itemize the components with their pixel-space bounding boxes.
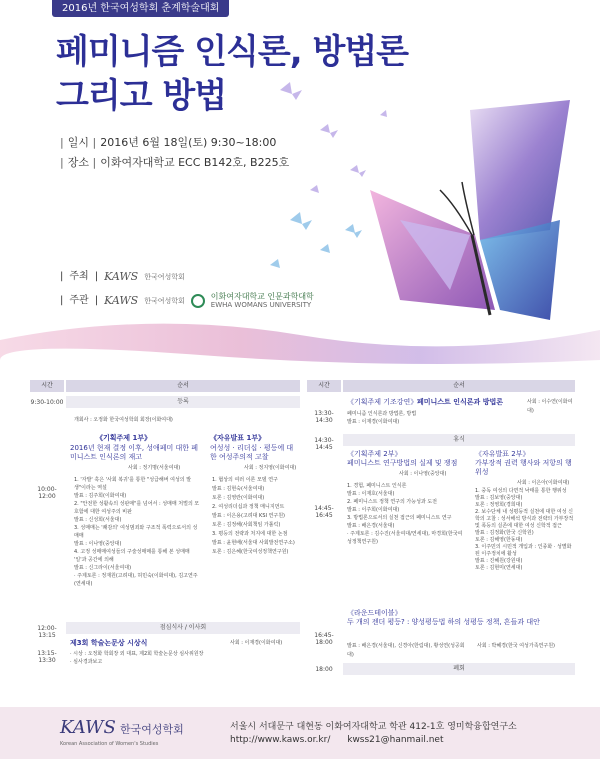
date-label: 일시 [67,136,89,149]
free1-chair: 사회 : 정지영(이화여대) [244,465,297,471]
theme2-chair: 사회 : 이나영(중앙대) [399,471,447,477]
free2-title: 가부장적 권력 행사와 저항의 행위성 [475,459,572,476]
schedule-table [30,380,575,678]
list-item: 발표 : 신성희(서울대) [74,517,122,523]
organizers [60,265,314,313]
footer-address: 서울시 서대문구 대현동 이화여자대학교 학관 412-1호 영미학융합연구소 [230,722,517,732]
event-badge: 2016년 한국여성학회 춘계학술대회 [52,0,229,17]
list-item: 발표 : 김정화(한국 신학원) [475,530,534,536]
header-content: 순서 [66,380,300,392]
schedule-right [307,380,575,678]
partner-name-en: EWHA WOMANS UNIVERSITY [210,301,312,309]
list-item: 1. 협상의 여러 이론 모델 연구 [212,477,278,483]
theme1-label: 《기획주제 1부》 [96,434,152,442]
round-time: 16:45-18:00 [314,632,334,646]
keynote-title: 페미니스트 인식론과 방법론 [417,398,504,406]
list-item: 토론 : 김영란(이화여대) [212,495,265,501]
list-item: 발표 : 배은경(서울대) [347,523,395,529]
free1-label: 《자유발표 1부》 [210,434,266,442]
opening: 개회사 : 오정화 한국여성학회 회장(이화여대) [74,417,173,423]
footer-logo-en: Korean Association of Women's Studies [60,741,159,747]
list-item: 1. '자발' 혹은 '사회 복귀'를 통한 "성급해버 여성의 발생"이라는 역설 [74,477,192,491]
list-item: 1. 경험, 페미니스트 인식론 [347,483,407,489]
lunch-label: 점심식사 / 이사회 [66,622,300,634]
list-item: 발표 : 이재경(이화여대) [347,419,400,425]
close-label: 폐회 [343,663,575,675]
date-value: 2016년 6월 18일(토) 9:30~18:00 [100,136,277,149]
title-line-1: 페미니즘 인식론, 방법론 [56,32,409,72]
list-item: 토론 : 김정해(사회책임 가톨릭) [212,522,281,528]
theme1-chair: 사회 : 정기명(서울여대) [128,465,181,471]
free1-title: 여성성 · 리더십 · 평등에 대한 여성주의적 고찰 [210,444,294,461]
list-item: 4. 고정 성매매여성들의 구술성매매를 통해 본 성매매 '일'과 공간에 의해 [74,549,190,563]
partner-name: 이화여자대학교 인문과학대학 [210,292,314,301]
list-item: · 주제토론 : 김수진(서울여대/연세대), 마경희(한국여성정책연구원) [347,531,463,545]
list-item: 발표 : 이나영(중앙대) [74,541,122,547]
free2-label: 《자유발표 2부》 [475,450,530,458]
host-row: | 주최 | KAWS 한국여성학회 [60,265,314,289]
list-item: 3. 평등의 전략과 처지에 대한 논점 [212,531,288,537]
session1-time: 10:00-12:00 [37,486,57,500]
footer-logo-ko: 한국여성학회 [120,723,184,736]
list-item: 발표 : 김보영(중앙대) [475,495,523,501]
organizer-label: 주관 [69,295,89,306]
theme2-label: 《기획주제 2부》 [347,450,402,458]
list-item: 발표 : 김주희(이화여대) [74,493,127,499]
list-item: 2. 여성리더십과 정책 매니지먼트 [212,504,285,510]
reg-label: 등록 [66,396,300,408]
list-item: · 주제토론 : 정재원(고려대), 허민숙(이화여대), 김고연주(연세대) [74,573,198,587]
round-label: 《라운드테이블》 [347,609,402,617]
break-time: 14:30-14:45 [314,437,334,451]
footer [0,707,600,759]
header-time-right: 시간 [307,380,341,392]
list-item: 토론 : 김현미(연세대) [475,565,523,571]
organizer-name: 한국여성학회 [144,297,185,305]
list-item: 발표 : 신그라이(서울여대) [74,565,132,571]
keynote-time: 13:30-14:30 [314,410,334,424]
header-content-right: 순서 [343,380,575,392]
list-item: 발표 : 이은용(고려대 KSI 연구원) [212,513,286,519]
keynote-items [347,410,547,426]
award-items [70,650,290,666]
place-value: 이화여자대학교 ECC B142호, B225호 [100,156,290,169]
session2-time: 14:45-16:45 [314,505,334,519]
list-item: 3. 이주민의 시민적 개입과 : 인종화 · 성별화된 이주정치에 활성 [475,544,572,557]
theme1-items [74,476,202,588]
list-item: 토론 : 정영희(경희대) [475,502,523,508]
round-title: 두 개의 젠더 평등? : 양성평등법 하의 성평등 정책, 흔들과 대안 [347,618,540,626]
round-chair: 사회 : 박혜경(한국 여성가족연구원) [477,643,555,649]
footer-email[interactable]: kwss21@hanmail.net [347,735,444,745]
list-item: 1. 중독 여성의 다면적 낙태를 통한 행위성 [475,488,567,494]
list-item: 페미니즘 인식론과 방법론, 방법 [347,411,417,417]
break-label: 휴식 [343,434,575,446]
title-line-2: 그리고 방법 [56,76,227,116]
list-item: 발표 : 김현숙(서울여대) [212,486,265,492]
host-label: 주최 [69,271,89,282]
list-item: 발표 : 이주희(이화여대) [347,507,400,513]
close-time: 18:00 [315,666,333,673]
list-item: 토론 : 김해영(한동대) [475,537,523,543]
schedule-left [30,380,300,678]
list-item: · 심사경과보고 [70,659,103,665]
list-item: 발표 : 윤현배(서울대 사회발전연구소) [212,540,295,546]
place-label: 장소 [67,156,89,169]
header-time: 시간 [30,380,64,392]
free1-items [212,476,300,557]
host-logo: KAWS [104,270,139,283]
theme2-title: 페미니스트 연구방법의 실제 및 쟁점 [347,459,458,467]
list-item: 2. 페미니스트 정책 연구의 가능성과 도전 [347,499,437,505]
list-item: 2. "안전한 성활속의 성판매"를 넘어서 : 성매매 처벌의 모호함에 대한 여성주의 비판 [74,501,200,515]
list-item: · 시상 : 오정화 학회장 외 대표, 제2회 학술논문상 심사위원장 [70,651,204,657]
award-time: 13:15-13:30 [37,650,57,664]
date-row: | 일시 | 2016년 6월 18일(토) 9:30~18:00 [60,136,277,149]
list-item: 3. 성매매는 '쾌감의' 여성범죄와 구조적 폭력으로서의 성매매 [74,525,198,539]
footer-website[interactable]: http://www.kaws.or.kr/ [230,735,331,745]
footer-logo: KAWS [60,717,116,738]
award-title: 제3회 학술논문상 시상식 [70,639,148,647]
list-item: 3. 방법론으로서의 실천 접근의 페미니스트 연구 [347,515,452,521]
award-chair: 사회 : 이재경(이화여대) [230,640,283,646]
list-item: 2. 보수단체 내 성평등적 실천에 대한 여성 신학의 고찰 : 성서해석 방식과 전략의 가부장적 및 폭등의 실존에 대한 여성 신학적 접근 [475,509,574,529]
free2-items [475,488,575,572]
reg-time: 9:30-10:00 [30,399,64,406]
organizer-row: | 주관 | KAWS 한국여성학회 이화여자대학교 인문과학대학 EWHA WOMANS UNIVERSITY [60,289,314,313]
theme2-items [347,482,467,546]
list-item: 발표 : 진혜원(강원대) [475,558,523,564]
host-name: 한국여성학회 [144,273,185,281]
place-row: | 장소 | 이화여자대학교 ECC B142호, B225호 [60,156,290,169]
keynote-chair: 사회 : 이수연(이화여대) [527,399,573,414]
lunch-time: 12:00-13:15 [37,625,57,639]
round-items: 발표 : 배은경(서울대), 신경아(한림대), 황성연(성공회대) [347,643,465,658]
list-item: 토론 : 김은혜(한국여성정책연구원) [212,549,289,555]
footer-contact [230,735,443,745]
ewha-emblem-icon [191,294,205,308]
organizer-logo: KAWS [104,294,139,307]
free2-chair: 사회 : 이은아(이화여대) [517,480,570,486]
list-item: 발표 : 이재호(서울대) [347,491,395,497]
theme1-title: 2016년 현재 결정 이후, 성애페미 대한 페미니스트 인식론의 재고 [70,444,199,461]
keynote-label: 《기획주제 기조강연》 [347,398,418,406]
